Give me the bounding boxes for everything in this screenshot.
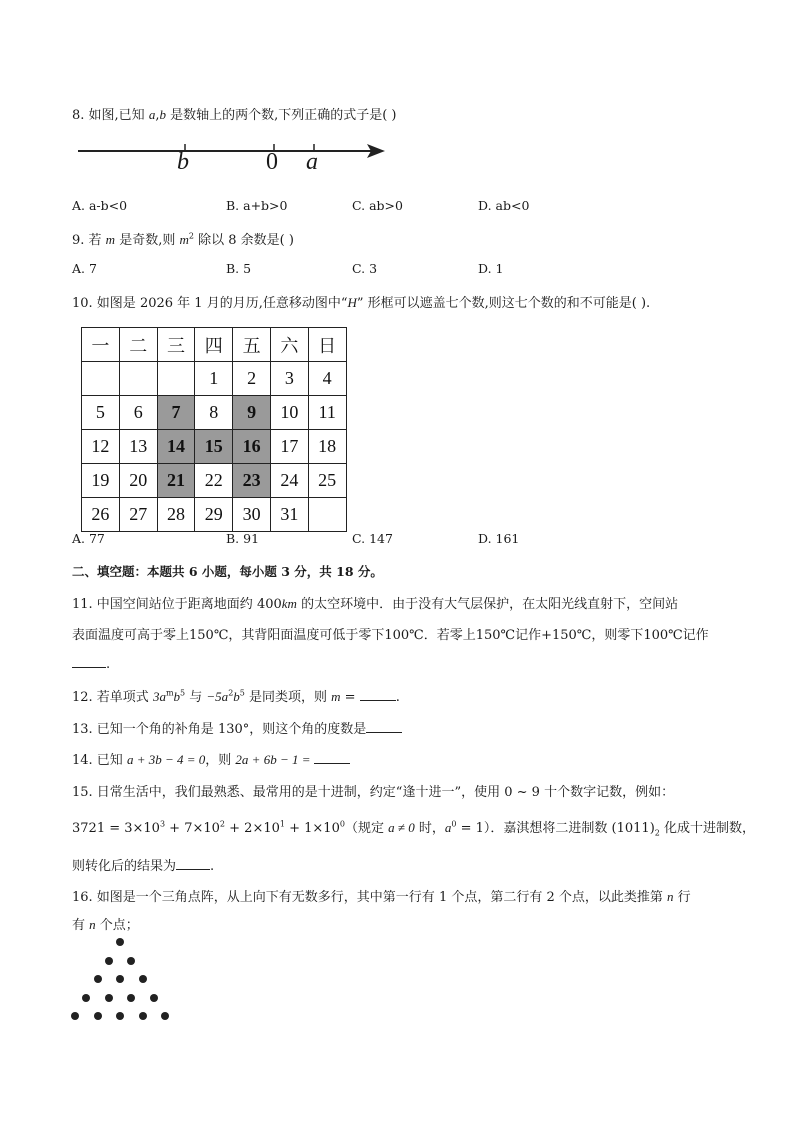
triangle-dot (94, 1012, 102, 1020)
q15-line3 (72, 855, 214, 874)
q15-note-eq: = 1 (456, 821, 484, 836)
q11-line1-post: 的太空环境中．由于没有大气层保护，在太阳光线直射下，空间站 (296, 597, 679, 612)
triangle-dot (150, 994, 158, 1002)
q10-var-h: H (347, 295, 357, 310)
q12-mid: 与 (185, 690, 207, 705)
calendar-row (82, 498, 347, 532)
q9-m2-base: m (179, 232, 189, 247)
q14-pre: 14. 已知 (72, 753, 127, 768)
q15-note-mid: 时， (414, 821, 445, 836)
q12-term2: −5a (206, 689, 229, 704)
calendar-table (81, 327, 347, 532)
q14-equation-given: a + 3b − 4 = 0 (126, 752, 206, 767)
q13-stem (72, 718, 402, 737)
calendar-cell: 20 (119, 464, 157, 498)
q16-line2-pre: 有 (72, 918, 90, 933)
calendar-header: 二 (119, 328, 157, 362)
calendar-header: 六 (270, 328, 308, 362)
calendar-cell: 8 (195, 396, 233, 430)
q10-text-pre: 10. 如图是 2026 年 1 月的月历,任意移动图中“ (72, 296, 348, 311)
q16-line1-pre: 16. 如图是一个三角点阵，从上向下有无数多行，其中第一行有 1 个点，第二行有 2 个点，以此类推第 (72, 890, 668, 905)
calendar-header: 日 (308, 328, 346, 362)
q15-expr-start: 3721 = 3×10 (72, 821, 160, 836)
q9-var-m: m (105, 232, 116, 247)
calendar-cell-shaded: 9 (233, 396, 271, 430)
q15-term-2: + 7×10 (165, 821, 220, 836)
q9-text-pre: 9. 若 (72, 233, 106, 248)
q12-term1-b-exp: 5 (180, 688, 186, 698)
q12-stem (72, 686, 400, 705)
triangle-dot (161, 1012, 169, 1020)
q13-answer-blank[interactable] (366, 720, 402, 733)
q12-term2-exp: 2 (228, 688, 234, 698)
triangle-dot (116, 1012, 124, 1020)
q8-option-c[interactable]: C. ab>0 (352, 198, 403, 213)
q12-term1: 3a (152, 689, 166, 704)
calendar-cell: 30 (233, 498, 271, 532)
q11-line3-end: . (106, 657, 111, 672)
triangle-dot (116, 975, 124, 983)
q8-stem (72, 104, 397, 123)
q14-answer-blank[interactable] (314, 751, 350, 764)
q16-line1 (72, 886, 691, 905)
q12-term1-exp: m (165, 688, 174, 698)
calendar-cell: 6 (119, 396, 157, 430)
q15-exp-0: 0 (339, 819, 345, 829)
numberline-label-a: a (306, 149, 318, 175)
q8-option-b[interactable]: B. a+b>0 (226, 198, 288, 213)
triangle-dot (94, 975, 102, 983)
calendar-row (82, 430, 347, 464)
q15-note-exp: 0 (451, 819, 457, 829)
calendar-cell: 2 (233, 362, 271, 396)
calendar-header: 三 (157, 328, 195, 362)
calendar-cell-shaded: 16 (233, 430, 271, 464)
q16-var-n: n (667, 889, 674, 904)
q10-stem (72, 292, 650, 311)
calendar-cell: 25 (308, 464, 346, 498)
q15-exp-1: 1 (279, 819, 285, 829)
calendar-cell: 12 (82, 430, 120, 464)
q11-line1-pre: 11. 中国空间站位于距离地面约 (72, 597, 257, 612)
q12-pre: 12. 若单项式 (72, 690, 153, 705)
calendar-row (82, 362, 347, 396)
q14-equation-ask: 2a + 6b − 1 = (235, 752, 314, 767)
q15-exp-2: 2 (219, 819, 226, 829)
q15-note-condition: a ≠ 0 (388, 820, 415, 835)
q9-text-post: 除以 8 余数是( ) (193, 233, 294, 248)
triangle-dot (139, 975, 147, 983)
calendar-cell: 28 (157, 498, 195, 532)
q11-line1 (72, 593, 678, 612)
calendar-cell (157, 362, 195, 396)
q11-unit-km: km (281, 596, 297, 611)
q15-binary-base: 2 (654, 828, 660, 838)
q8-text-pre: 8. 如图,已知 (72, 108, 149, 123)
q15-note-a: a (444, 820, 452, 835)
q15-answer-blank[interactable] (176, 857, 210, 870)
calendar-cell: 13 (119, 430, 157, 464)
triangle-dot (71, 1012, 79, 1020)
q12-answer-blank[interactable] (360, 688, 396, 701)
q15-line3-text: 则转化后的结果为 (72, 859, 177, 874)
triangle-dot (105, 957, 113, 965)
q16-line2-post: 个点； (95, 918, 139, 933)
calendar-header: 一 (82, 328, 120, 362)
q12-end: . (395, 690, 400, 705)
calendar-cell: 10 (270, 396, 308, 430)
calendar-cell: 5 (82, 396, 120, 430)
q15-term-1: + 2×10 (225, 821, 280, 836)
q16-line2 (72, 914, 139, 933)
q10-option-c[interactable]: C. 147 (352, 531, 393, 546)
calendar-cell: 22 (195, 464, 233, 498)
q14-stem (72, 749, 350, 768)
triangle-dot (139, 1012, 147, 1020)
q15-note-post: ）．嘉淇想将二进制数 (483, 821, 612, 836)
q12-term2-b: b (233, 689, 240, 704)
q15-line1: 15. 日常生活中，我们最熟悉、最常用的是十进制，约定“逢十进一”，使用 0 ~ 9 十个数字记数，例如： (72, 785, 675, 800)
q8-comma: , (155, 108, 160, 123)
q9-option-c[interactable]: C. 3 (352, 261, 378, 276)
calendar-cell (119, 362, 157, 396)
calendar-cell: 29 (195, 498, 233, 532)
q14-mid: ，则 (205, 753, 236, 768)
q11-number-400: 400 (256, 597, 282, 612)
numberline-label-b: b (177, 149, 189, 175)
calendar-cell-shaded: 14 (157, 430, 195, 464)
section-2-heading: 二、填空题：本题共 6 小题，每小题 3 分，共 18 分。 (72, 564, 383, 579)
q10-text-post: ” 形框可以遮盖七个数,则这七个数的和不可能是( ). (356, 296, 651, 311)
q12-term1-b: b (173, 689, 181, 704)
numberline-label-0: 0 (266, 149, 278, 175)
calendar-cell: 3 (270, 362, 308, 396)
q15-note-pre: （规定 (344, 821, 389, 836)
q13-text: 13. 已知一个角的补角是 130°，则这个角的度数是 (72, 722, 367, 737)
triangle-dot (127, 994, 135, 1002)
q9-stem (72, 229, 294, 248)
q10-option-a[interactable]: A. 77 (72, 531, 105, 546)
q8-option-d[interactable]: D. ab<0 (478, 198, 530, 213)
q11-line3 (72, 655, 110, 672)
calendar-cell-shaded: 23 (233, 464, 271, 498)
calendar-cell (82, 362, 120, 396)
q9-option-b[interactable]: B. 5 (226, 261, 252, 276)
q12-eq: = (340, 690, 360, 705)
q15-exp-3: 3 (159, 819, 166, 829)
q10-option-b[interactable]: B. 91 (226, 531, 260, 546)
calendar-cell: 27 (119, 498, 157, 532)
q9-option-d[interactable]: D. 1 (478, 261, 504, 276)
calendar-cell-shaded: 21 (157, 464, 195, 498)
q8-var-b: b (159, 107, 166, 122)
q11-answer-blank[interactable] (72, 655, 106, 668)
calendar-cell: 24 (270, 464, 308, 498)
q16-line1-post: 行 (673, 890, 691, 905)
calendar-cell: 1 (195, 362, 233, 396)
triangle-dot (127, 957, 135, 965)
calendar-cell: 17 (270, 430, 308, 464)
calendar-header: 四 (195, 328, 233, 362)
q8-var-a: a (148, 107, 156, 122)
calendar-cell-shaded: 7 (157, 396, 195, 430)
q12-post: 是同类项，则 (244, 690, 332, 705)
calendar-cell: 11 (308, 396, 346, 430)
q9-m2-exp: 2 (188, 231, 194, 241)
calendar-cell-shaded: 15 (195, 430, 233, 464)
calendar-cell: 18 (308, 430, 346, 464)
calendar-header: 五 (233, 328, 271, 362)
calendar-cell: 26 (82, 498, 120, 532)
q15-line2 (72, 817, 755, 836)
triangle-dot (82, 994, 90, 1002)
q9-option-a[interactable]: A. 7 (72, 261, 97, 276)
calendar-row (82, 464, 347, 498)
triangle-dot (105, 994, 113, 1002)
q15-line3-end: . (210, 859, 215, 874)
q15-line2-end: 化成十进制数， (659, 821, 756, 836)
q12-var-m: m (331, 689, 341, 704)
number-line (75, 136, 390, 180)
triangle-dot (116, 938, 124, 946)
calendar-header-row (82, 328, 347, 362)
q11-line2: 表面温度可高于零上150℃，其背阳面温度可低于零下100℃．若零上150℃记作+150℃，则零下100℃记作 (72, 628, 709, 643)
calendar-cell: 31 (270, 498, 308, 532)
calendar-row (82, 396, 347, 430)
calendar-cell (308, 498, 346, 532)
q12-term2-b-exp: 5 (239, 688, 245, 698)
q8-text-post: 是数轴上的两个数,下列正确的式子是( ) (165, 108, 397, 123)
calendar-cell: 19 (82, 464, 120, 498)
q8-option-a[interactable]: A. a-b<0 (72, 198, 128, 213)
q15-term-0: + 1×10 (284, 821, 340, 836)
q10-option-d[interactable]: D. 161 (478, 531, 520, 546)
q16-var-n-2: n (89, 917, 96, 932)
q9-text-mid: 是奇数,则 (115, 233, 180, 248)
q15-binary: (1011) (611, 821, 655, 836)
calendar-cell: 4 (308, 362, 346, 396)
